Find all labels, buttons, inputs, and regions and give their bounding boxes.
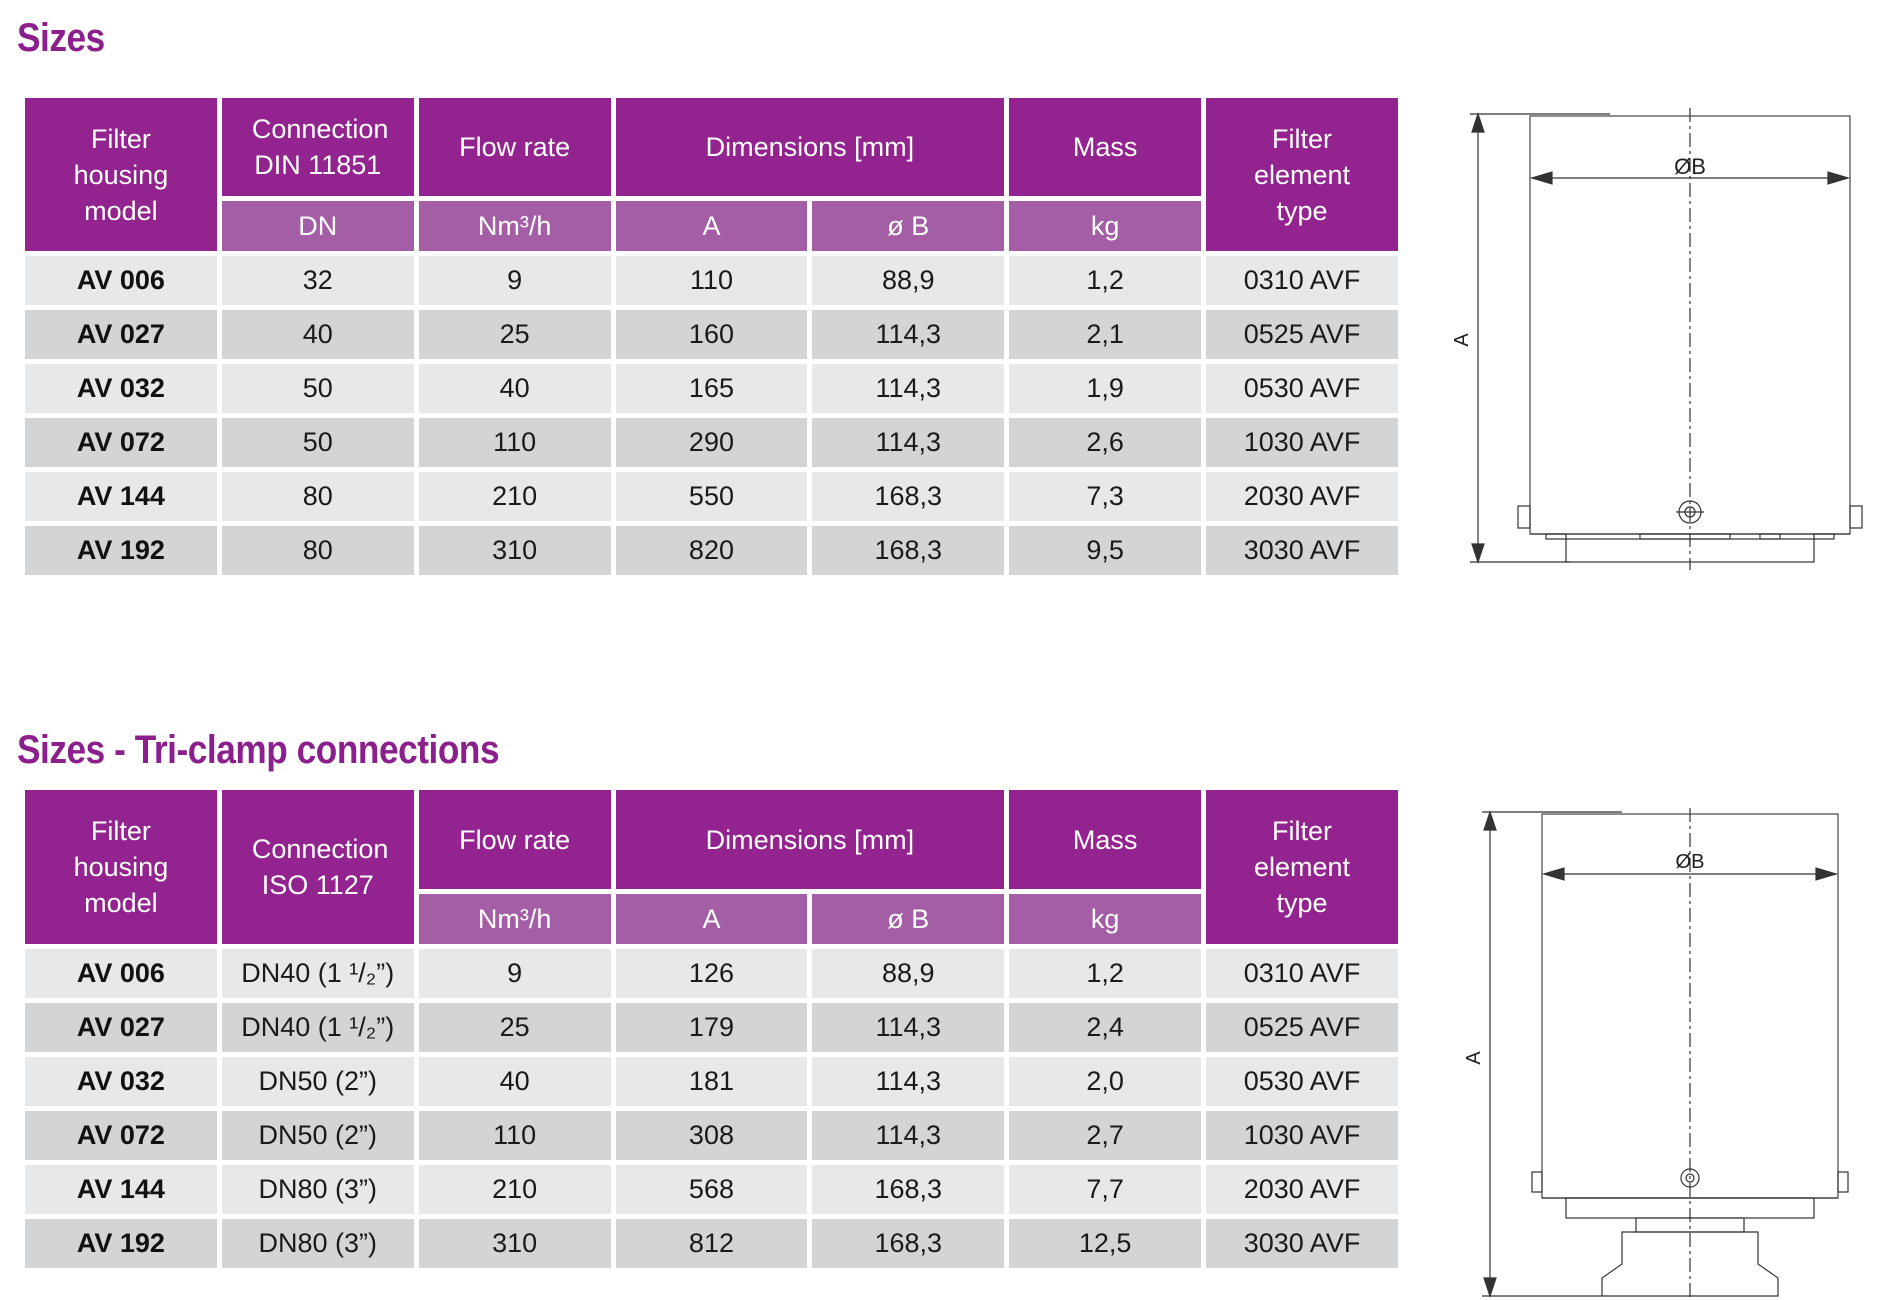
- cell-a: 812: [616, 1219, 808, 1268]
- cell-element: 1030 AVF: [1206, 418, 1398, 467]
- cell-a: 290: [616, 418, 808, 467]
- header-filter-element: Filter element type: [1206, 98, 1398, 251]
- cell-b: 168,3: [812, 526, 1004, 575]
- table-row: [25, 472, 1398, 521]
- cell-b: 168,3: [812, 472, 1004, 521]
- cell-model: AV 027: [25, 1003, 217, 1052]
- table-row: [25, 526, 1398, 575]
- cell-flow: 9: [419, 949, 611, 998]
- cell-b: 114,3: [812, 1111, 1004, 1160]
- cell-flow: 110: [419, 1111, 611, 1160]
- cell-connection: DN40 (1 ¹/₂”): [222, 1003, 414, 1052]
- cell-b: 114,3: [812, 1003, 1004, 1052]
- cell-element: 0530 AVF: [1206, 1057, 1398, 1106]
- cell-element: 0310 AVF: [1206, 256, 1398, 305]
- cell-b: 114,3: [812, 418, 1004, 467]
- subheader-b: ø B: [812, 894, 1004, 944]
- tri-clamp-housing-drawing: [1462, 808, 1882, 1300]
- dimension-a-label: A: [1451, 333, 1473, 347]
- cell-b: 168,3: [812, 1165, 1004, 1214]
- cell-b: 88,9: [812, 256, 1004, 305]
- subheader-dn: DN: [222, 201, 414, 251]
- cell-mass: 1,2: [1009, 949, 1201, 998]
- header-connection: Connection DIN 11851: [222, 98, 414, 196]
- cell-connection: DN50 (2”): [222, 1057, 414, 1106]
- cell-model: AV 032: [25, 1057, 217, 1106]
- table-row: [25, 1057, 1398, 1106]
- subheader-flow-unit: Nm³/h: [419, 894, 611, 944]
- filter-housing-drawing: [1450, 108, 1870, 578]
- cell-model: AV 072: [25, 1111, 217, 1160]
- cell-a: 126: [616, 949, 808, 998]
- subheader-kg: kg: [1009, 201, 1201, 251]
- table-row: [25, 949, 1398, 998]
- cell-b: 114,3: [812, 364, 1004, 413]
- cell-mass: 1,9: [1009, 364, 1201, 413]
- cell-element: 3030 AVF: [1206, 526, 1398, 575]
- table-row: [25, 1003, 1398, 1052]
- cell-element: 0530 AVF: [1206, 364, 1398, 413]
- table-row: [25, 310, 1398, 359]
- cell-b: 114,3: [812, 310, 1004, 359]
- cell-flow: 310: [419, 1219, 611, 1268]
- dimension-b-label: ØB: [1675, 851, 1705, 873]
- cell-element: 3030 AVF: [1206, 1219, 1398, 1268]
- dimension-b-label: ØB: [1674, 154, 1706, 179]
- header-mass: Mass: [1009, 98, 1201, 196]
- header-flow-rate: Flow rate: [419, 790, 611, 889]
- sizes-table-body: [25, 256, 1398, 575]
- table-row: [25, 1111, 1398, 1160]
- cell-a: 308: [616, 1111, 808, 1160]
- cell-mass: 2,6: [1009, 418, 1201, 467]
- cell-a: 568: [616, 1165, 808, 1214]
- header-dimensions: Dimensions [mm]: [616, 790, 1005, 889]
- cell-model: AV 006: [25, 949, 217, 998]
- dimension-a-label: A: [1463, 1051, 1485, 1065]
- cell-mass: 2,4: [1009, 1003, 1201, 1052]
- cell-model: AV 032: [25, 364, 217, 413]
- cell-model: AV 144: [25, 1165, 217, 1214]
- cell-model: AV 192: [25, 1219, 217, 1268]
- cell-a: 550: [616, 472, 808, 521]
- cell-a: 160: [616, 310, 808, 359]
- cell-flow: 210: [419, 1165, 611, 1214]
- cell-a: 820: [616, 526, 808, 575]
- cell-connection: 32: [222, 256, 414, 305]
- header-model: Filter housing model: [25, 790, 217, 944]
- cell-flow: 310: [419, 526, 611, 575]
- header-mass: Mass: [1009, 790, 1201, 889]
- cell-model: AV 006: [25, 256, 217, 305]
- section-title-sizes: Sizes: [17, 16, 105, 60]
- cell-element: 0525 AVF: [1206, 1003, 1398, 1052]
- cell-b: 168,3: [812, 1219, 1004, 1268]
- cell-flow: 40: [419, 364, 611, 413]
- cell-flow: 40: [419, 1057, 611, 1106]
- cell-connection: 50: [222, 418, 414, 467]
- table-row: [25, 364, 1398, 413]
- table-row: [25, 256, 1398, 305]
- cell-a: 181: [616, 1057, 808, 1106]
- cell-connection: 80: [222, 472, 414, 521]
- cell-b: 114,3: [812, 1057, 1004, 1106]
- cell-a: 110: [616, 256, 808, 305]
- cell-model: AV 144: [25, 472, 217, 521]
- cell-element: 0525 AVF: [1206, 310, 1398, 359]
- sizes-table: [20, 93, 1403, 580]
- cell-a: 165: [616, 364, 808, 413]
- cell-model: AV 072: [25, 418, 217, 467]
- cell-element: 2030 AVF: [1206, 472, 1398, 521]
- cell-mass: 1,2: [1009, 256, 1201, 305]
- cell-flow: 25: [419, 1003, 611, 1052]
- cell-mass: 7,7: [1009, 1165, 1201, 1214]
- subheader-a: A: [616, 201, 808, 251]
- header-connection: Connection ISO 1127: [222, 790, 414, 944]
- cell-connection: 80: [222, 526, 414, 575]
- header-filter-element: Filter element type: [1206, 790, 1398, 944]
- cell-flow: 25: [419, 310, 611, 359]
- cell-connection: DN50 (2”): [222, 1111, 414, 1160]
- cell-connection: DN40 (1 ¹/₂”): [222, 949, 414, 998]
- tri-clamp-table: [20, 785, 1403, 1273]
- subheader-a: A: [616, 894, 808, 944]
- header-dimensions: Dimensions [mm]: [616, 98, 1005, 196]
- cell-element: 2030 AVF: [1206, 1165, 1398, 1214]
- cell-mass: 7,3: [1009, 472, 1201, 521]
- cell-mass: 12,5: [1009, 1219, 1201, 1268]
- cell-connection: 50: [222, 364, 414, 413]
- cell-connection: 40: [222, 310, 414, 359]
- cell-mass: 2,1: [1009, 310, 1201, 359]
- header-model: Filter housing model: [25, 98, 217, 251]
- table-row: [25, 1165, 1398, 1214]
- cell-model: AV 192: [25, 526, 217, 575]
- cell-flow: 110: [419, 418, 611, 467]
- section-title-tri-clamp: Sizes - Tri-clamp connections: [17, 728, 500, 772]
- cell-element: 0310 AVF: [1206, 949, 1398, 998]
- cell-model: AV 027: [25, 310, 217, 359]
- cell-mass: 2,7: [1009, 1111, 1201, 1160]
- tri-clamp-table-body: [25, 949, 1398, 1268]
- cell-element: 1030 AVF: [1206, 1111, 1398, 1160]
- table-row: [25, 418, 1398, 467]
- cell-connection: DN80 (3”): [222, 1165, 414, 1214]
- subheader-kg: kg: [1009, 894, 1201, 944]
- cell-a: 179: [616, 1003, 808, 1052]
- subheader-flow-unit: Nm³/h: [419, 201, 611, 251]
- cell-b: 88,9: [812, 949, 1004, 998]
- cell-flow: 9: [419, 256, 611, 305]
- table-row: [25, 1219, 1398, 1268]
- cell-mass: 9,5: [1009, 526, 1201, 575]
- cell-flow: 210: [419, 472, 611, 521]
- header-flow-rate: Flow rate: [419, 98, 611, 196]
- cell-connection: DN80 (3”): [222, 1219, 414, 1268]
- cell-mass: 2,0: [1009, 1057, 1201, 1106]
- subheader-b: ø B: [812, 201, 1004, 251]
